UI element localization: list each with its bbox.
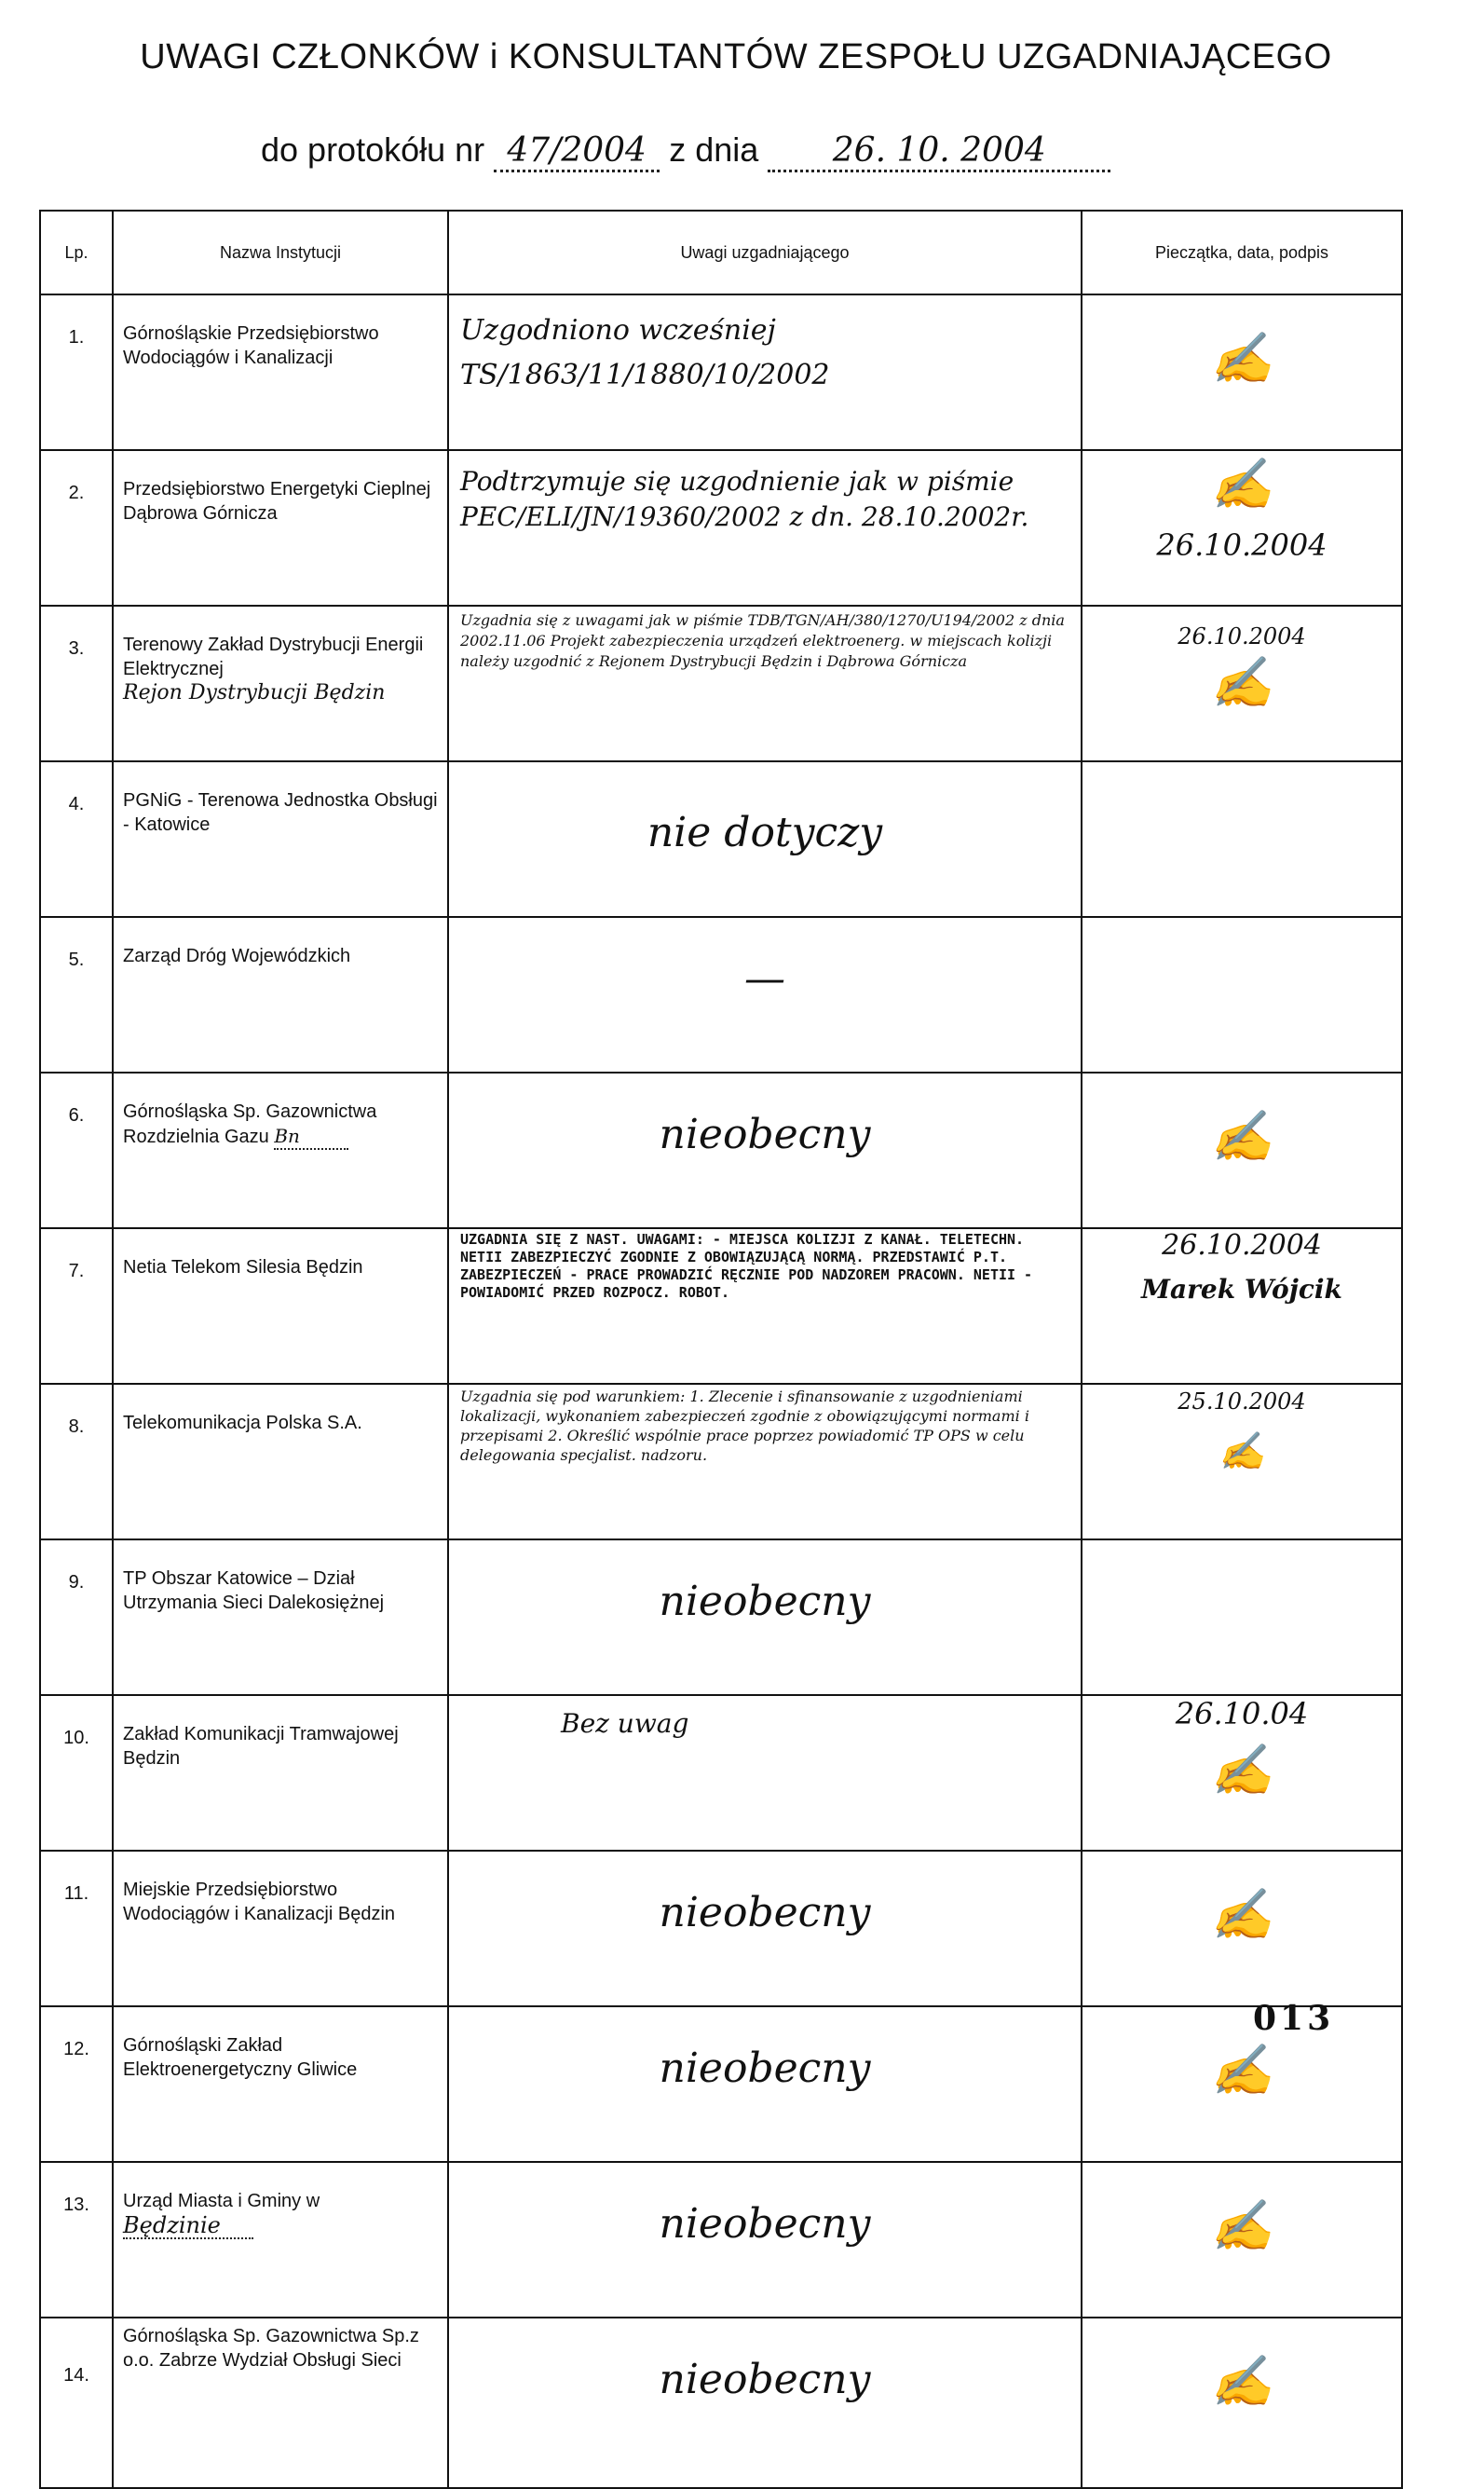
row-number: 2. <box>40 450 113 606</box>
signature: ✍ <box>1210 1107 1273 1166</box>
stamp-cell <box>1082 2006 1402 2162</box>
table-row <box>40 1073 1402 1228</box>
signature: ✍ <box>1210 455 1273 513</box>
table-row <box>40 606 1402 761</box>
notes-cell <box>448 2318 1082 2488</box>
table-row <box>40 294 1402 450</box>
date-prefix: z dnia <box>669 130 759 169</box>
notes-cell <box>448 1695 1082 1851</box>
institution-name: Telekomunikacja Polska S.A. <box>113 1384 448 1539</box>
notes-cell <box>448 917 1082 1073</box>
row-number: 4. <box>40 761 113 917</box>
handwritten-note: nieobecny <box>659 1578 871 1625</box>
stamp-cell <box>1082 1384 1402 1539</box>
institution-name: TP Obszar Katowice – Dział Utrzymania Sieci Dalekosiężnej <box>113 1539 448 1695</box>
notes-cell <box>448 606 1082 761</box>
signature: ✍ <box>1210 2196 1273 2255</box>
stamp-cell <box>1082 1228 1402 1384</box>
signature: ✍ <box>1210 2041 1273 2099</box>
institution-name-handwritten: Bn <box>274 1124 348 1150</box>
header-institution: Nazwa Instytucji <box>113 211 448 294</box>
stamp-date: 26.10.2004 <box>1178 623 1306 650</box>
institution-name-handwritten: Będzinie <box>123 2213 253 2239</box>
signature: ✍ <box>1210 329 1273 388</box>
stamp-cell <box>1082 1073 1402 1228</box>
handwritten-note: UZGADNIA SIĘ Z NAST. UWAGAMI: - MIEJSCA KOLIZJI Z KANAŁ. TELETECHN. NETII ZABEZPIECZYĆ ZGODNIE Z OBOWIĄZUJĄCĄ NORMĄ. PRZEDSTAWIĆ P.T. ZABEZPIECZEŃ - PRACE PROWADZIĆ RĘCZNIE POD NADZOREM PRACOWN. NETII - POWIADOMIĆ PRZED ROZPOCZ. ROBOT. <box>460 1231 1033 1301</box>
institution-name: Przedsiębiorstwo Energetyki Cieplnej Dąbrowa Górnicza <box>113 450 448 606</box>
consultation-table <box>39 210 1403 2489</box>
handwritten-note: Uzgadnia się pod warunkiem: 1. Zlecenie i sfinansowanie z uzgodnieniami lokalizacji, wykonaniem zabezpieczeń zgodnie z obowiązującymi normami i przepisami 2. Określić wspólnie prace poprzez powiadomić TP OPS w celu delegowania specjalist. nadzoru. <box>460 1388 1029 1464</box>
stamp-date: 26.10.2004 <box>1156 527 1327 563</box>
institution-name: Górnośląskie Przedsiębiorstwo Wodociągów i Kanalizacji <box>113 294 448 450</box>
stamp-cell <box>1082 1539 1402 1695</box>
stamp-cell <box>1082 450 1402 606</box>
institution-name: Netia Telekom Silesia Będzin <box>113 1228 448 1384</box>
handwritten-note: nie dotyczy <box>647 809 883 856</box>
stamp-cell <box>1082 2318 1402 2488</box>
page-number: 013 <box>1253 1999 1335 2038</box>
notes-cell <box>448 1539 1082 1695</box>
table-row <box>40 2318 1402 2488</box>
institution-name: PGNiG - Terenowa Jednostka Obsługi - Katowice <box>113 761 448 917</box>
handwritten-note: nieobecny <box>659 1889 871 1936</box>
header-stamp: Pieczątka, data, podpis <box>1082 211 1402 294</box>
notes-cell <box>448 2162 1082 2318</box>
notes-cell <box>448 1228 1082 1384</box>
row-number: 10. <box>40 1695 113 1851</box>
row-number: 3. <box>40 606 113 761</box>
institution-name: Górnośląski Zakład Elektroenergetyczny Gliwice <box>113 2006 448 2162</box>
institution-name-printed: Urząd Miasta i Gminy w <box>123 2191 320 2211</box>
stamp-cell <box>1082 761 1402 917</box>
institution-name: Zakład Komunikacji Tramwajowej Będzin <box>113 1695 448 1851</box>
stamp-cell <box>1082 2162 1402 2318</box>
table-header-row <box>40 211 1402 294</box>
handwritten-note: nieobecny <box>659 2200 871 2248</box>
protocol-number: 47/2004 <box>494 131 660 172</box>
notes-cell <box>448 1384 1082 1539</box>
institution-name-printed: Terenowy Zakład Dystrybucji Energii Elektrycznej <box>123 635 424 679</box>
stamp-cell <box>1082 294 1402 450</box>
institution-name <box>113 606 448 761</box>
table-row <box>40 450 1402 606</box>
table-row <box>40 2006 1402 2162</box>
document-title: UWAGI CZŁONKÓW i KONSULTANTÓW ZESPOŁU UZGADNIAJĄCEGO <box>140 37 1332 76</box>
table-row <box>40 1384 1402 1539</box>
signature: ✍ <box>1210 2352 1273 2411</box>
table-row <box>40 1851 1402 2006</box>
notes-cell <box>448 1851 1082 2006</box>
signature: ✍ <box>1210 1741 1273 1799</box>
row-number: 1. <box>40 294 113 450</box>
stamp-cell <box>1082 917 1402 1073</box>
stamp-date: 26.10.04 <box>1175 1696 1309 1731</box>
row-number: 12. <box>40 2006 113 2162</box>
row-number: 13. <box>40 2162 113 2318</box>
signature: ✍ <box>1210 1885 1273 1944</box>
row-number: 8. <box>40 1384 113 1539</box>
institution-name: Górnośląska Sp. Gazownictwa Sp.z o.o. Zabrze Wydział Obsługi Sieci <box>113 2318 448 2488</box>
handwritten-note: nieobecny <box>659 2356 871 2403</box>
table-row <box>40 917 1402 1073</box>
notes-cell <box>448 1073 1082 1228</box>
handwritten-note: Bez uwag <box>561 1708 689 1739</box>
row-number: 11. <box>40 1851 113 2006</box>
row-number: 9. <box>40 1539 113 1695</box>
row-number: 7. <box>40 1228 113 1384</box>
row-number: 14. <box>40 2318 113 2488</box>
handwritten-note: nieobecny <box>659 2045 871 2092</box>
protocol-line <box>261 130 1110 172</box>
handwritten-note: — <box>744 955 785 1003</box>
header-notes: Uwagi uzgadniającego <box>448 211 1082 294</box>
institution-name <box>113 1073 448 1228</box>
stamp-cell <box>1082 1851 1402 2006</box>
stamp-cell <box>1082 1695 1402 1851</box>
row-number: 6. <box>40 1073 113 1228</box>
institution-name: Miejskie Przedsiębiorstwo Wodociągów i Kanalizacji Będzin <box>113 1851 448 2006</box>
row-number: 5. <box>40 917 113 1073</box>
institution-name <box>113 2162 448 2318</box>
stamp-date: 25.10.2004 <box>1178 1388 1306 1415</box>
protocol-date: 26. 10. 2004 <box>768 131 1110 172</box>
signature: ✍ <box>1210 653 1273 712</box>
table-row <box>40 1228 1402 1384</box>
handwritten-note: nieobecny <box>659 1111 871 1158</box>
institution-name-printed: Górnośląska Sp. Gazownictwa Rozdzielnia Gazu <box>123 1101 377 1147</box>
handwritten-note: Podtrzymuje się uzgodnienie jak w piśmie PEC/ELI/JN/19360/2002 z dn. 28.10.2002r. <box>460 466 1029 532</box>
institution-name: Zarząd Dróg Wojewódzkich <box>113 917 448 1073</box>
stamp-date: 26.10.2004 <box>1162 1229 1322 1262</box>
notes-cell <box>448 450 1082 606</box>
signature: Marek Wójcik <box>1141 1274 1342 1305</box>
handwritten-note: Uzgodniono wcześniej TS/1863/11/1880/10/2002 <box>460 314 830 391</box>
notes-cell <box>448 294 1082 450</box>
table-row <box>40 1539 1402 1695</box>
institution-name-handwritten: Rejon Dystrybucji Będzin <box>123 681 386 704</box>
notes-cell <box>448 2006 1082 2162</box>
notes-cell <box>448 761 1082 917</box>
table-row <box>40 2162 1402 2318</box>
signature: ✍ <box>1219 1430 1265 1473</box>
table-row <box>40 1695 1402 1851</box>
stamp-cell <box>1082 606 1402 761</box>
handwritten-note: Uzgadnia się z uwagami jak w piśmie TDB/TGN/AH/380/1270/U194/2002 z dnia 2002.11.06 Projekt zabezpieczenia urządzeń elektroenerg. w miejscach kolizji należy uzgodnić z Rejonem Dystrybucji Będzin i Dąbrowa Górnicza <box>460 611 1065 670</box>
protocol-prefix: do protokółu nr <box>261 130 485 169</box>
table-row <box>40 761 1402 917</box>
header-lp: Lp. <box>40 211 113 294</box>
